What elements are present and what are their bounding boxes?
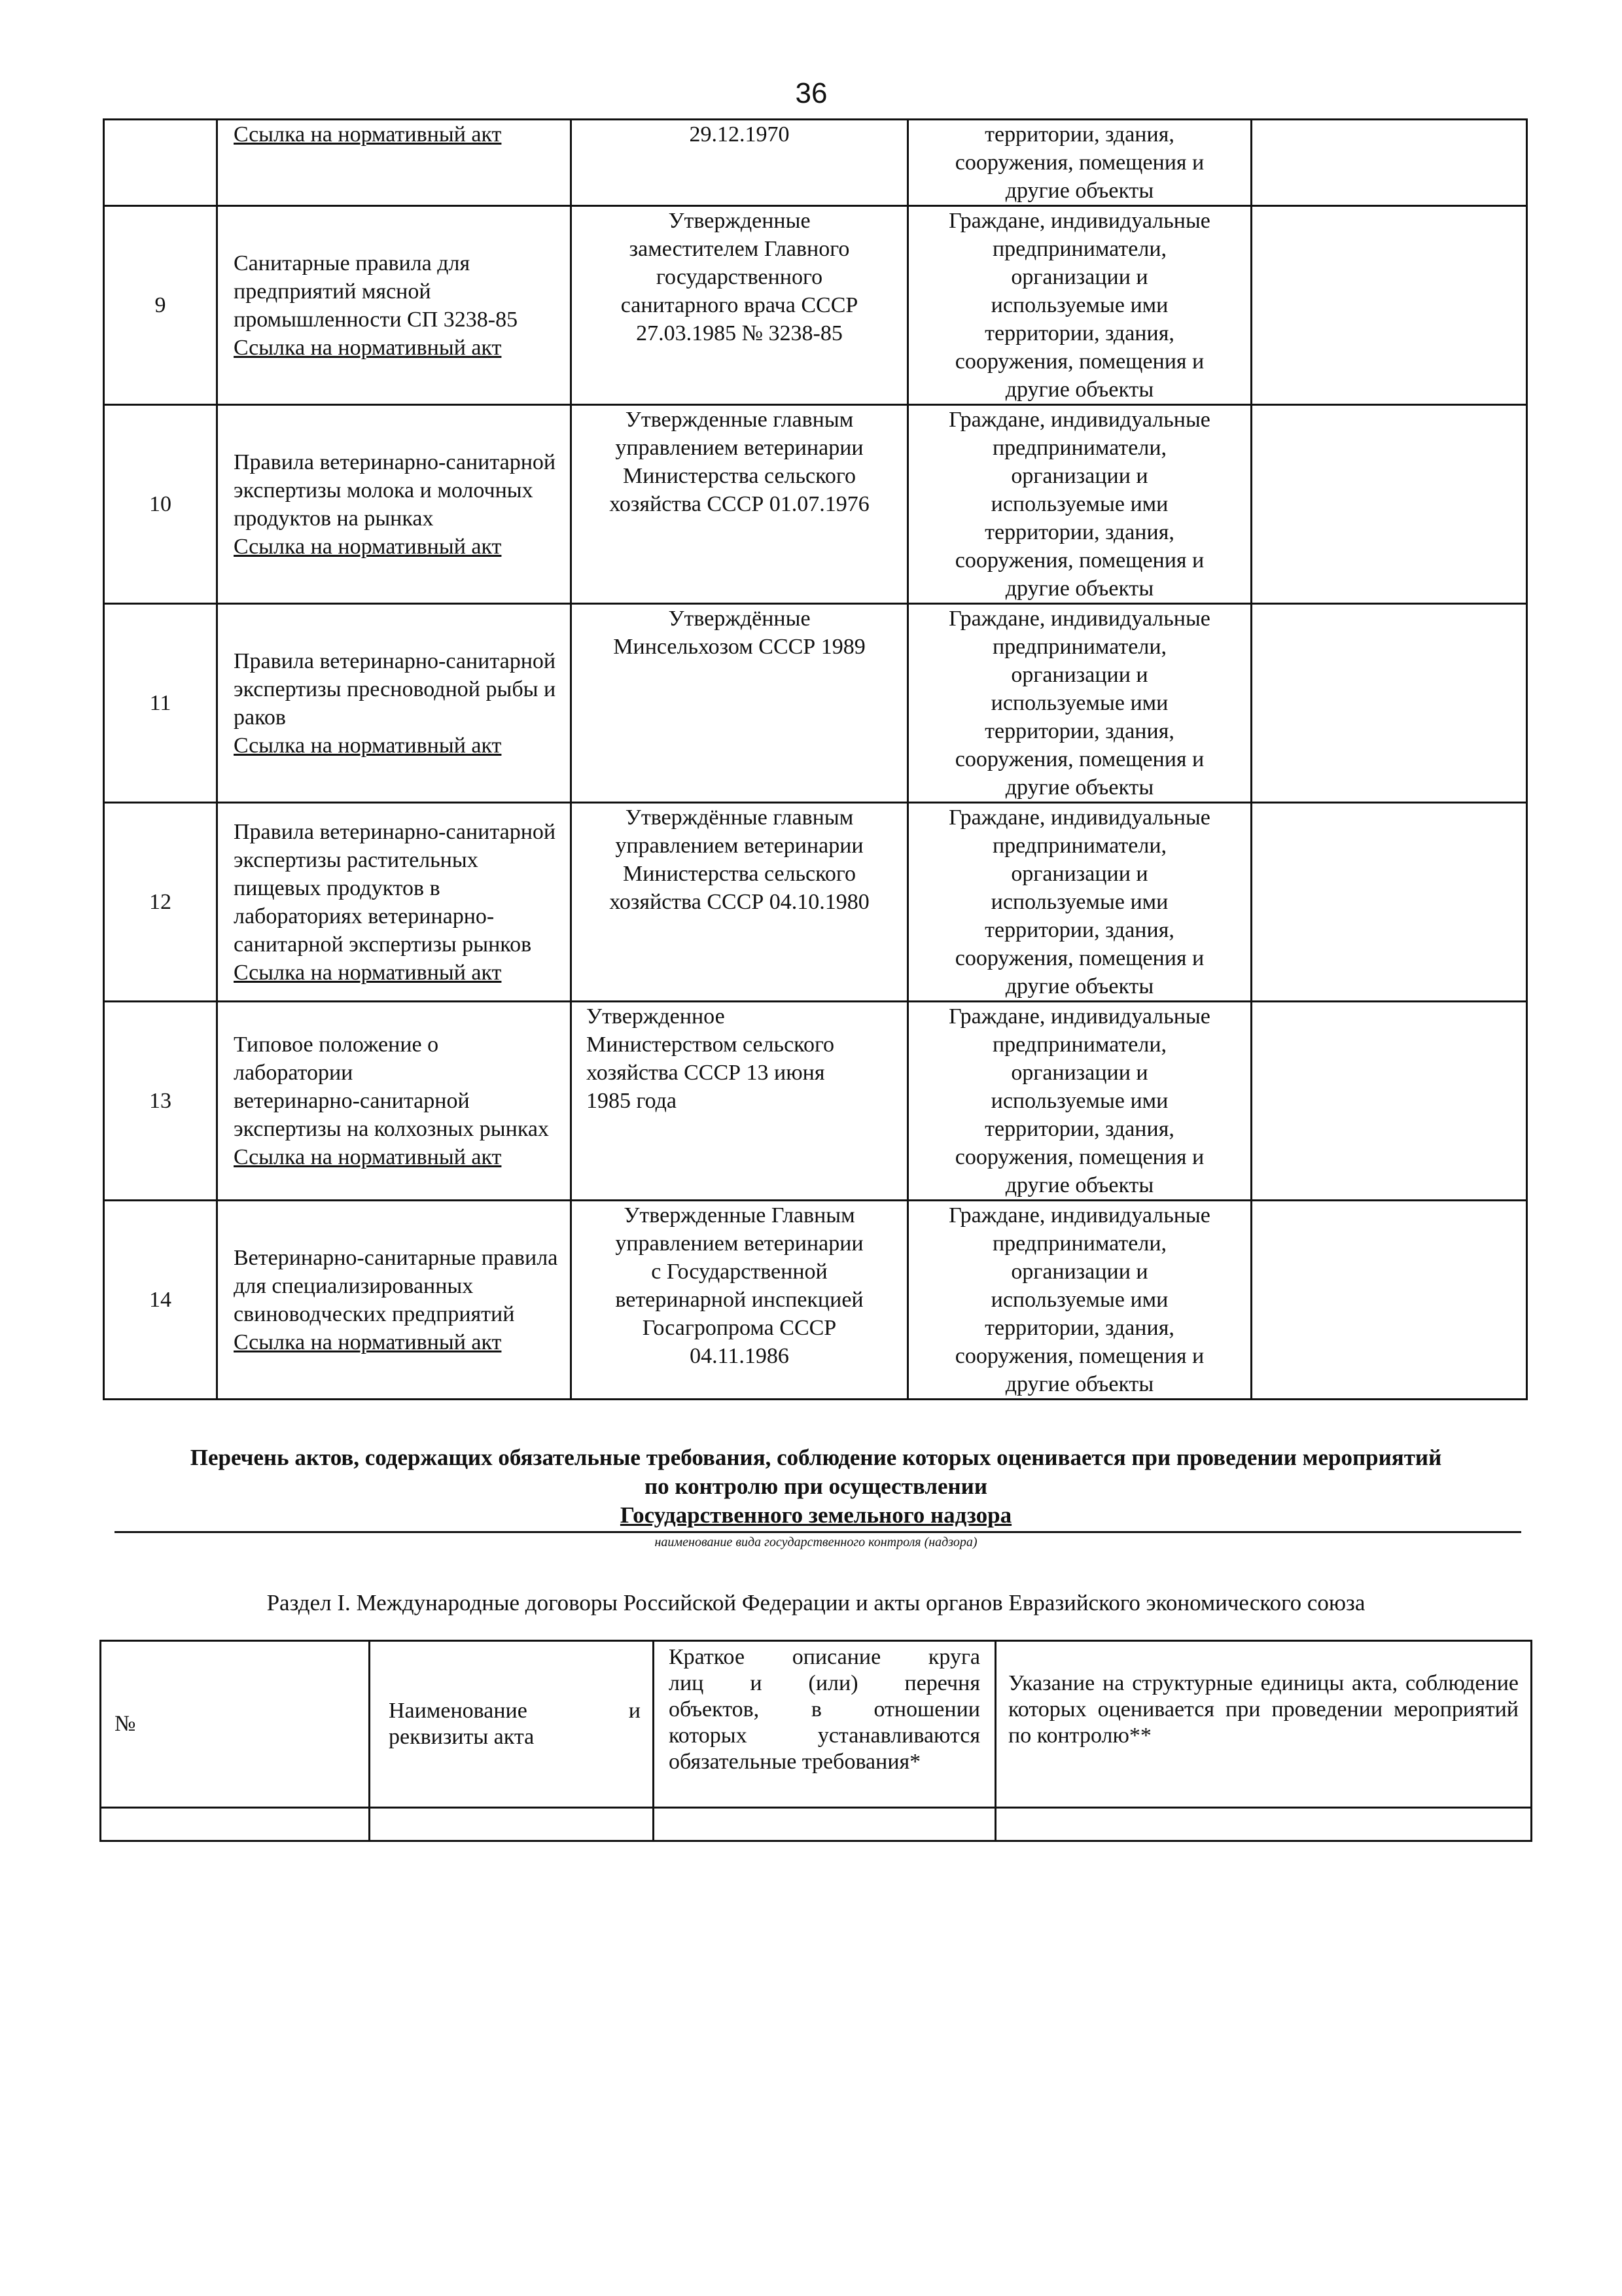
subjects-line: организации и	[1011, 862, 1148, 886]
page-number: 36	[795, 77, 828, 109]
subjects-line: сооружения, помещения и	[955, 747, 1205, 771]
cell-subjects	[908, 405, 1252, 604]
act-name-line: свиноводческих предприятий	[234, 1301, 515, 1326]
subjects-line: Граждане, индивидуальные	[949, 408, 1210, 432]
act-name-line: лабораториях ветеринарно-	[234, 904, 495, 928]
subjects-line: другие объекты	[1005, 378, 1154, 402]
cell-subjects	[908, 206, 1252, 405]
subjects-line: территории, здания,	[985, 321, 1174, 345]
supervision-caption: наименование вида государственного контроля (надзора)	[654, 1535, 978, 1549]
cell-units	[1252, 604, 1527, 803]
act-name-line: экспертизы молока и молочных	[234, 478, 533, 503]
approved-line: Министерства сельского	[622, 862, 856, 886]
subjects-line: другие объекты	[1005, 1372, 1154, 1396]
act-name-line: экспертизы пресноводной рыбы и	[234, 677, 556, 701]
subjects-line: сооружения, помещения и	[955, 349, 1205, 374]
cell-name	[217, 120, 571, 206]
approved-line: Госагропрома СССР	[642, 1316, 837, 1340]
subjects-line: другие объекты	[1005, 576, 1154, 601]
subjects-line: организации и	[1011, 663, 1148, 687]
cell-num	[104, 120, 217, 206]
header-num: №	[101, 1641, 370, 1808]
subjects-line: предприниматели,	[992, 635, 1167, 659]
cell-approved	[571, 1002, 908, 1201]
subjects-line: сооружения, помещения и	[955, 1344, 1205, 1368]
normative-act-link[interactable]: Ссылка на нормативный акт	[234, 122, 502, 147]
header-description: Краткое описание круга лиц и (или) перечня объектов, в отношении которых устанавливаются обязательные требования*	[654, 1641, 996, 1808]
cell-units	[1252, 405, 1527, 604]
international-acts-table	[99, 1640, 1532, 1842]
act-name-line: раков	[234, 705, 286, 730]
cell-name	[217, 206, 571, 405]
cell-subjects	[908, 803, 1252, 1002]
subjects-line: используемые ими	[991, 1089, 1169, 1113]
approved-line: Утверждённые	[668, 607, 811, 631]
subjects-line: используемые ими	[991, 293, 1169, 317]
act-name-line: Правила ветеринарно-санитарной	[234, 648, 556, 673]
supervision-underline	[115, 1531, 1521, 1533]
subjects-line: предприниматели,	[992, 1231, 1167, 1256]
subjects-line: территории, здания,	[985, 520, 1174, 544]
subjects-line: предприниматели,	[992, 1033, 1167, 1057]
act-name-line: экспертизы растительных	[234, 847, 478, 872]
table-row	[104, 604, 1527, 803]
cell-name	[217, 1002, 571, 1201]
subjects-line: территории, здания,	[985, 1117, 1174, 1141]
subjects-line: организации и	[1011, 265, 1148, 289]
act-name-line: Санитарные правила для	[234, 251, 470, 275]
table-row	[104, 206, 1527, 405]
table-row	[104, 1002, 1527, 1201]
act-name-line: Ветеринарно-санитарные правила	[234, 1245, 558, 1270]
cell-approved	[571, 206, 908, 405]
supervision-name: Государственного земельного надзора	[620, 1502, 1012, 1528]
cell-num: 13	[104, 1002, 217, 1201]
cell-units	[1252, 1201, 1527, 1400]
cell-units	[1252, 803, 1527, 1002]
cell-name	[217, 1201, 571, 1400]
act-name-line: Правила ветеринарно-санитарной	[234, 450, 556, 474]
approved-line: 04.11.1986	[690, 1344, 789, 1368]
table-row	[104, 803, 1527, 1002]
approved-line: Утвержденные	[668, 209, 811, 233]
cell-name	[217, 803, 571, 1002]
cell-num: 11	[104, 604, 217, 803]
act-name-line: предприятий мясной	[234, 279, 431, 304]
subjects-line: предприниматели,	[992, 834, 1167, 858]
header-structural-units: Указание на структурные единицы акта, соблюдение которых оценивается при проведении мероприятий по контролю**	[996, 1641, 1532, 1808]
subjects-line: организации и	[1011, 464, 1148, 488]
approved-line: управлением ветеринарии	[615, 1231, 864, 1256]
approved-line: Минсельхозом СССР 1989	[613, 635, 866, 659]
cell-num: 14	[104, 1201, 217, 1400]
cell-name	[217, 405, 571, 604]
cell-approved	[571, 604, 908, 803]
approved-line: хозяйства СССР 13 июня	[586, 1061, 825, 1085]
subjects-line: сооружения, помещения и	[955, 548, 1205, 573]
subjects-line: используемые ими	[991, 1288, 1169, 1312]
act-name-line: пищевых продуктов в	[234, 875, 440, 900]
subjects-line: используемые ими	[991, 890, 1169, 914]
subjects-line: территории, здания,	[985, 719, 1174, 743]
acts-list-title: Перечень актов, содержащих обязательные требования, соблюдение которых оценивается при проведении мероприятий по контролю при осуществлении	[190, 1445, 1442, 1499]
cell-name	[217, 604, 571, 803]
cell-subjects	[908, 604, 1252, 803]
subjects-line: предприниматели,	[992, 436, 1167, 460]
subjects-line: сооружения, помещения и	[955, 1145, 1205, 1169]
approved-line: с Государственной	[651, 1260, 828, 1284]
section-heading: Раздел I. Международные договоры Российской Федерации и акты органов Евразийского экономического союза	[266, 1590, 1366, 1616]
subjects-line: территории, здания,	[985, 918, 1174, 942]
table-row	[104, 405, 1527, 604]
approved-line: управлением ветеринарии	[615, 834, 864, 858]
approved-line: хозяйства СССР 04.10.1980	[609, 890, 870, 914]
approved-line: Утвержденные главным	[625, 408, 854, 432]
approved-line: Министерством сельского	[586, 1033, 835, 1057]
cell-empty	[101, 1808, 370, 1841]
cell-num: 12	[104, 803, 217, 1002]
act-name-line: продуктов на рынках	[234, 506, 434, 531]
table-header-row	[101, 1641, 1532, 1808]
act-name-line: Правила ветеринарно-санитарной	[234, 819, 556, 844]
act-name-line: промышленности СП 3238-85	[234, 307, 518, 332]
approved-line: заместителем Главного	[629, 237, 850, 261]
approved-line: управлением ветеринарии	[615, 436, 864, 460]
act-name-line: Типовое положение о лаборатории	[234, 1033, 439, 1085]
approved-line: Утвержденное	[586, 1004, 725, 1029]
approved-line: Утверждённые главным	[625, 805, 854, 830]
approved-line: хозяйства СССР 01.07.1976	[609, 492, 870, 516]
subjects-line: территории, здания,	[985, 1316, 1174, 1340]
table-row	[104, 1201, 1527, 1400]
cell-empty	[370, 1808, 654, 1841]
subjects-line: сооружения, помещения и	[955, 946, 1205, 970]
subjects-line: Граждане, индивидуальные	[949, 209, 1210, 233]
normative-act-link[interactable]: Ссылка на нормативный акт	[234, 1145, 502, 1169]
approved-line: санитарного врача СССР	[620, 293, 858, 317]
cell-empty	[654, 1808, 996, 1841]
cell-num: 10	[104, 405, 217, 604]
subjects-line: Граждане, индивидуальные	[949, 607, 1210, 631]
subjects-line: Граждане, индивидуальные	[949, 1004, 1210, 1029]
normative-act-link[interactable]: Ссылка на нормативный акт	[234, 335, 502, 360]
cell-empty	[996, 1808, 1532, 1841]
subjects-line: используемые ими	[991, 691, 1169, 715]
cell-subjects	[908, 1002, 1252, 1201]
subjects-line: Граждане, индивидуальные	[949, 1203, 1210, 1227]
act-name-line: ветеринарно-санитарной	[234, 1089, 470, 1113]
table-row-empty	[101, 1808, 1532, 1841]
approved-line: государственного	[656, 265, 823, 289]
regulatory-acts-table	[103, 118, 1528, 1400]
approved-line: Утвержденные Главным	[624, 1203, 855, 1227]
normative-act-link[interactable]: Ссылка на нормативный акт	[234, 960, 502, 985]
approved-line: 1985 года	[586, 1089, 677, 1113]
cell-units	[1252, 1002, 1527, 1201]
normative-act-link[interactable]: Ссылка на нормативный акт	[234, 1330, 502, 1354]
subjects-line: предприниматели,	[992, 237, 1167, 261]
cell-subjects: территории, здания, сооружения, помещения и другие объекты	[908, 120, 1252, 206]
cell-approved: 29.12.1970	[571, 120, 908, 206]
subjects-line: организации и	[1011, 1260, 1148, 1284]
approved-line: 27.03.1985 № 3238-85	[636, 321, 843, 345]
subjects-line: другие объекты	[1005, 1173, 1154, 1197]
approved-line: ветеринарной инспекцией	[615, 1288, 864, 1312]
cell-approved	[571, 803, 908, 1002]
subjects-line: Граждане, индивидуальные	[949, 805, 1210, 830]
normative-act-link[interactable]: Ссылка на нормативный акт	[234, 733, 502, 758]
cell-units	[1252, 206, 1527, 405]
subjects-line: другие объекты	[1005, 974, 1154, 998]
normative-act-link[interactable]: Ссылка на нормативный акт	[234, 534, 502, 559]
cell-approved	[571, 405, 908, 604]
subjects-line: используемые ими	[991, 492, 1169, 516]
header-name: Наименование и реквизиты акта	[370, 1641, 654, 1808]
act-name-line: экспертизы на колхозных рынках	[234, 1117, 549, 1141]
cell-units	[1252, 120, 1527, 206]
table-row-continued	[104, 120, 1527, 206]
approved-line: Министерства сельского	[622, 464, 856, 488]
cell-subjects	[908, 1201, 1252, 1400]
cell-num: 9	[104, 206, 217, 405]
act-name-line: для специализированных	[234, 1273, 474, 1298]
subjects-line: организации и	[1011, 1061, 1148, 1085]
subjects-line: другие объекты	[1005, 775, 1154, 800]
act-name-line: санитарной экспертизы рынков	[234, 932, 532, 957]
cell-approved	[571, 1201, 908, 1400]
